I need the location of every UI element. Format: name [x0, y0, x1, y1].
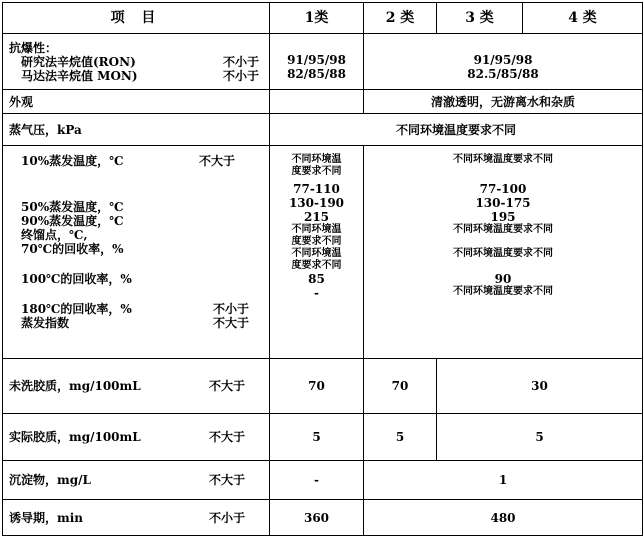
appearance-row	[3, 90, 643, 114]
c1-rec180: 85	[308, 272, 325, 286]
c1-evap10-a: 不同环境温	[291, 154, 342, 165]
c234-rec70: 不同环境温度要求不同	[453, 224, 553, 235]
distillation-label-cell	[3, 146, 270, 359]
c1-evap10-b: 度要求不同	[291, 166, 342, 177]
existent-gum-qualifier: 不大于	[208, 430, 245, 444]
existent-gum-class2: 5	[364, 414, 437, 461]
vi-line	[9, 316, 263, 330]
unwashed-gum-class1: 70	[270, 359, 364, 414]
existent-gum-label: 实际胶质，mg/100mL	[9, 430, 141, 444]
distillation-class1-cell	[270, 146, 364, 359]
class234-mon-value: 82.5/85/88	[467, 66, 539, 81]
c1-rec100-a: 不同环境温	[291, 248, 342, 259]
vapor-value: 不同环境温度要求不同	[270, 114, 643, 146]
c234-evap90: 130-175	[475, 196, 531, 210]
induction-label: 诱导期，min	[9, 510, 83, 525]
ron-qualifier: 不小于	[222, 54, 259, 69]
header-class3: 3 类	[437, 3, 523, 34]
header-item: 项 目	[3, 3, 270, 34]
induction-row	[3, 500, 643, 536]
sediment-class1: -	[270, 461, 364, 500]
induction-label-cell	[3, 500, 270, 536]
mon-line	[9, 69, 263, 83]
rec180-label: 180℃的回收率，%	[21, 302, 132, 316]
vi-label: 蒸发指数	[21, 316, 70, 330]
header-class1: 1类	[270, 3, 364, 34]
appearance-class1-empty	[270, 90, 364, 114]
class1-ron-value: 91/95/98	[287, 52, 346, 67]
unwashed-gum-qualifier: 不大于	[208, 379, 245, 393]
appearance-label: 外观	[3, 90, 270, 114]
vapor-row	[3, 114, 643, 146]
class234-ron-value: 91/95/98	[473, 52, 533, 67]
c234-evap50: 77-100	[479, 182, 527, 196]
c234-vi: 不同环境温度要求不同	[453, 286, 553, 297]
sediment-label-cell	[3, 461, 270, 500]
distillation-row	[3, 146, 643, 359]
appearance-value: 清澈透明，无游离水和杂质	[364, 90, 643, 114]
unwashed-gum-class2: 70	[364, 359, 437, 414]
antiknock-class234-cell	[364, 34, 643, 90]
c1-rec100-b: 度要求不同	[291, 260, 342, 271]
existent-gum-label-cell	[3, 414, 270, 461]
unwashed-gum-row	[3, 359, 643, 414]
evap90-label: 90%蒸发温度，℃	[21, 214, 124, 228]
c1-vi: -	[314, 286, 319, 300]
c1-evap90: 130-190	[288, 196, 345, 210]
evap50-label: 50%蒸发温度，℃	[21, 200, 124, 214]
antiknock-label-cell	[3, 34, 270, 90]
unwashed-gum-class34: 30	[437, 359, 643, 414]
ron-line	[9, 55, 263, 69]
evap10-label: 10%蒸发温度，℃	[21, 154, 124, 168]
evap10-line	[9, 154, 263, 168]
c234-evap10: 不同环境温度要求不同	[453, 154, 553, 165]
mon-label: 马达法辛烷值 MON)	[21, 68, 138, 83]
sediment-row	[3, 461, 643, 500]
endpoint-label: 终馏点，℃,	[21, 228, 88, 242]
existent-gum-row	[3, 414, 643, 461]
gasoline-spec-table	[2, 2, 643, 536]
existent-gum-class1: 5	[270, 414, 364, 461]
distillation-class234-cell	[364, 146, 643, 359]
c1-evap50: 77-110	[293, 182, 340, 196]
c234-rec100: 不同环境温度要求不同	[453, 248, 553, 259]
sediment-qualifier: 不大于	[208, 473, 245, 487]
induction-class1: 360	[270, 500, 364, 536]
rec70-label: 70℃的回收率，%	[21, 242, 124, 256]
c1-endpoint: 215	[303, 210, 330, 224]
header-row	[3, 3, 643, 34]
unwashed-gum-label: 未洗胶质，mg/100mL	[9, 379, 141, 393]
ron-label: 研究法辛烷值(RON)	[21, 54, 136, 69]
c1-rec70-a: 不同环境温	[291, 224, 342, 235]
unwashed-gum-label-cell	[3, 359, 270, 414]
header-class2: 2 类	[364, 3, 437, 34]
class1-mon-value: 82/85/88	[287, 66, 346, 81]
rec100-label: 100℃的回收率，%	[21, 272, 132, 286]
existent-gum-class34: 5	[437, 414, 643, 461]
rec180-qualifier: 不小于	[212, 302, 249, 316]
induction-class234: 480	[364, 500, 643, 536]
mon-qualifier: 不小于	[222, 68, 259, 83]
vi-qualifier: 不大于	[212, 316, 249, 330]
antiknock-class1-cell	[270, 34, 364, 90]
antiknock-row	[3, 34, 643, 90]
rec180-line	[9, 302, 263, 316]
induction-qualifier: 不小于	[208, 510, 245, 525]
evap10-qualifier: 不大于	[198, 154, 235, 168]
c234-rec180: 90	[494, 272, 512, 286]
sediment-label: 沉淀物，mg/L	[9, 473, 91, 487]
c1-rec70-b: 度要求不同	[291, 236, 342, 247]
antiknock-title: 抗爆性：	[9, 40, 58, 55]
header-class4: 4 类	[523, 3, 643, 34]
vapor-label: 蒸气压，kPa	[3, 114, 270, 146]
c234-endpoint: 195	[490, 210, 516, 224]
sediment-class234: 1	[364, 461, 643, 500]
